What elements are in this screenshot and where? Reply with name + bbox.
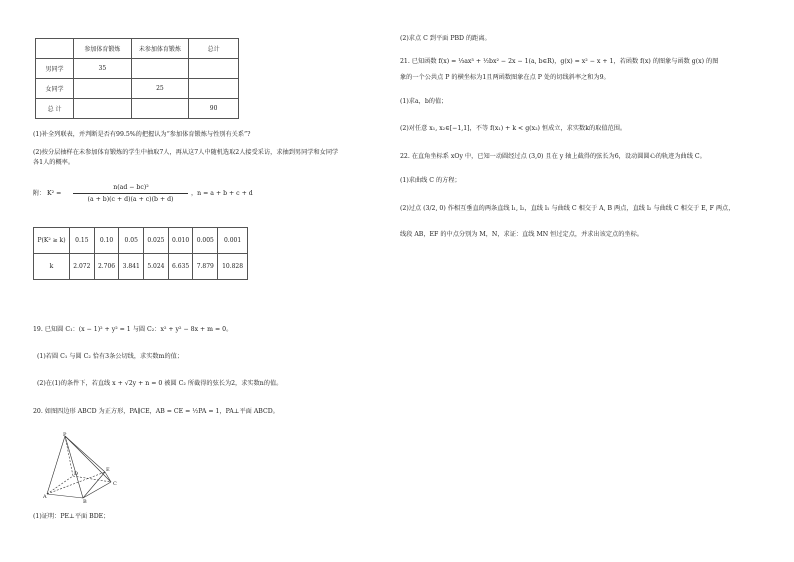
table-row [36, 99, 239, 119]
table-cell [74, 99, 132, 119]
table-cell: 2.706 [94, 254, 119, 280]
label-e: E [106, 467, 110, 473]
table-row [36, 79, 239, 99]
q21-part2: (2)对任意 x₁, x₂∈[−1,1]，不等 f(x₁) + k < g(x₂) 恒成立，求实数k的取值范围。 [400, 125, 627, 132]
table-cell: 0.010 [168, 228, 193, 254]
table-cell [131, 99, 189, 119]
q22-part1: (1)求曲线 C 的方程； [400, 177, 461, 184]
formula-prefix: 附： [33, 190, 46, 197]
q19-stem: 19. 已知圆 C₁：(x − 1)² + y² = 1 与圆 C₂：x² + y² − 8x + m = 0。 [33, 326, 233, 333]
label-p: P [63, 432, 67, 438]
table-cell [74, 79, 132, 99]
q21-line2: 象的一个公共点 P 的横坐标为1且两函数图象在点 P 处的切线斜率之和为9。 [400, 74, 610, 81]
table-cell: 0.001 [218, 228, 248, 254]
table-cell: 25 [131, 79, 189, 99]
contingency-table [35, 38, 239, 119]
label-c: C [113, 481, 117, 487]
q20-part1: (1)证明：PE⊥平面 BDE； [33, 513, 110, 520]
table-cell: P(K² ≥ k) [34, 228, 70, 254]
table-row [34, 254, 248, 280]
table-cell: 女同学 [36, 79, 74, 99]
pyramid-figure [43, 432, 123, 504]
table-cell: 总 计 [36, 99, 74, 119]
q21-part1: (1)求a，b的值； [400, 98, 448, 105]
table-cell: k [34, 254, 70, 280]
formula-lhs: K² = [47, 190, 62, 197]
table-cell: 总计 [189, 39, 239, 59]
label-b: B [83, 499, 87, 504]
table-cell: 0.025 [144, 228, 169, 254]
fraction-bar [73, 193, 188, 194]
table-cell: 10.828 [218, 254, 248, 280]
table-cell: 3.841 [119, 254, 144, 280]
q22-stem: 22. 在直角坐标系 xOy 中，已知一动圆经过点 (3,0) 且在 y 轴上截得的弦长为6，设动圆圆心的轨迹为曲线 C。 [400, 153, 706, 160]
formula-n: ，n = a + b + c + d [191, 190, 253, 197]
table-cell [36, 39, 74, 59]
table-cell: 5.024 [144, 254, 169, 280]
label-a: A [43, 494, 47, 500]
table-cell: 7.879 [193, 254, 218, 280]
q21-line1: 21. 已知函数 f(x) = ⅓ax³ + ½bx² − 2x − 1(a, b∈R)，g(x) = x² − x + 1，若函数 f(x) 的图象与函数 g(x) 的图 [400, 58, 719, 65]
table-cell [131, 59, 189, 79]
q22-part2-line1: (2)过点 (3/2, 0) 作相互垂直的两条直线 l₁, l₂，直线 l₁ 与曲线 C 相交于 A, B 两点，直线 l₂ 与曲线 C 相交于 E, F 两点， [400, 205, 735, 212]
table-row [36, 59, 239, 79]
q18-part2-line2: 各1人的概率。 [33, 159, 75, 166]
table-cell: 0.10 [94, 228, 119, 254]
table-cell: 男同学 [36, 59, 74, 79]
right-column [400, 0, 770, 562]
table-row [36, 39, 239, 59]
table-cell: 参加体育锻炼 [74, 39, 132, 59]
q19-part1: (1)若圆 C₁ 与圆 C₂ 恰有3条公切线，求实数m的值； [37, 353, 184, 360]
table-cell: 0.05 [119, 228, 144, 254]
table-cell: 90 [189, 99, 239, 119]
q22-part2-line2: 线段 AB，EF 的中点分别为 M，N，求证：直线 MN 恒过定点，并求出该定点的坐标。 [400, 231, 643, 238]
q18-part2-line1: (2)按分层抽样在未参加体育锻炼的学生中抽取7人，再从这7人中随机选取2人接受采访，求抽到男同学和女同学 [33, 149, 339, 156]
critical-value-table [33, 227, 248, 280]
q20-stem: 20. 如图四边形 ABCD 为正方形，PA∥CE，AB = CE = ½PA = 1，PA⊥平面 ABCD。 [33, 408, 279, 415]
formula-numerator: n(ad − bc)² [113, 184, 149, 191]
table-cell: 35 [74, 59, 132, 79]
formula-denominator: (a + b)(c + d)(a + c)(b + d) [87, 196, 174, 203]
table-row [34, 228, 248, 254]
table-cell [189, 59, 239, 79]
table-cell [189, 79, 239, 99]
q19-part2: (2)在(1)的条件下，若直线 x + √2y + n = 0 被圆 C₂ 所截得的弦长为2，求实数n的值。 [37, 380, 283, 387]
table-cell: 0.005 [193, 228, 218, 254]
table-cell: 2.072 [70, 254, 95, 280]
table-cell: 6.635 [168, 254, 193, 280]
left-column [33, 0, 363, 562]
table-cell: 未参加体育锻炼 [131, 39, 189, 59]
q20-part2: (2)求点 C 到平面 PBD 的距离。 [400, 35, 491, 42]
q18-part1: (1)补全列联表，并判断是否有99.5%的把握认为“参加体育锻炼与性别有关系”? [33, 131, 251, 138]
table-cell: 0.15 [70, 228, 95, 254]
label-d: D [74, 471, 79, 477]
